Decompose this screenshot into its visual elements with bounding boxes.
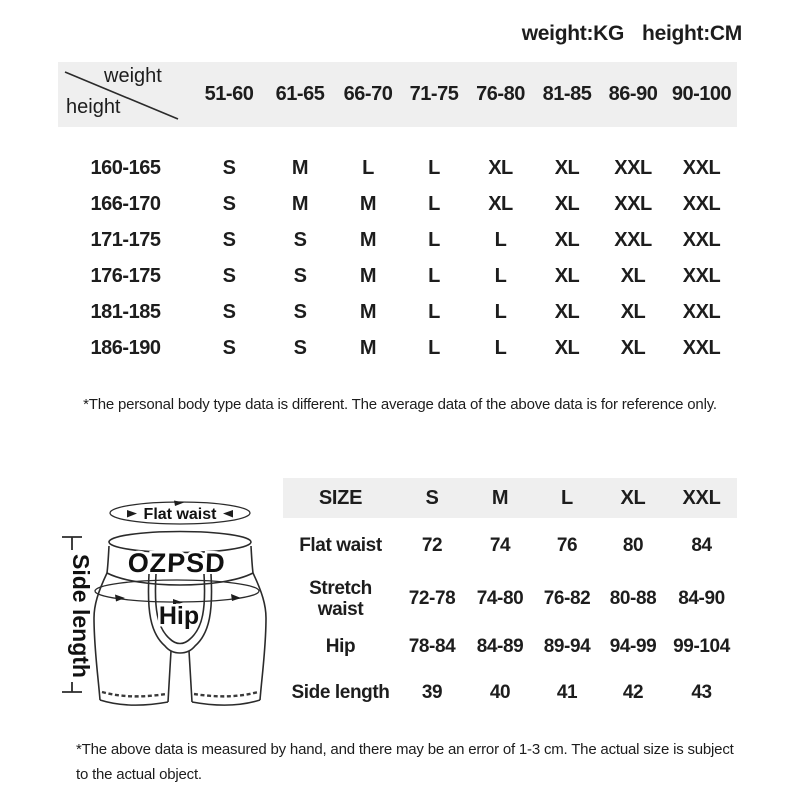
weight-unit-label: weight:KG [521,22,625,45]
table-row [58,294,737,330]
size-cell: M [359,192,377,215]
size-cell: M [359,264,377,287]
measure-value: 72-78 [408,588,456,609]
size-cell: XL [554,192,580,215]
weight-col-header: 86-90 [608,83,658,105]
left-leg-inner-edge [168,651,171,702]
measure-label: Stretch waist [309,578,372,620]
size-cell: XL [620,300,646,323]
height-unit-label: height:CM [642,22,742,45]
table-row [58,222,737,258]
weight-col-header: 76-80 [476,83,525,105]
corner-header-cell [58,62,193,127]
height-range-label: 166-170 [90,192,161,215]
measure-label: Hip [325,636,356,657]
table-row [58,258,737,294]
measure-value: 84-90 [678,588,725,609]
measure-value: 41 [556,682,578,703]
measure-value: 78-84 [408,636,456,657]
size-col-header: S [425,486,439,509]
size-cell: XXL [682,264,721,287]
size-cell: S [222,156,236,179]
size-cell: XL [488,156,513,179]
weight-col-header: 61-65 [275,83,325,105]
size-cell: XXL [682,336,721,359]
height-range-label: 186-190 [90,336,161,359]
measure-value: 40 [489,682,511,703]
measurement-header-row [283,478,737,518]
corner-weight-label: weight [104,65,162,87]
weight-col-header: 90-100 [671,83,732,105]
size-col-header: SIZE [318,486,363,509]
table-row [283,574,737,624]
weight-col-header: 81-85 [542,83,592,105]
measure-value: 89-94 [543,636,591,657]
size-cell: S [293,300,307,323]
size-cell: XL [554,336,580,359]
left-leg-hem [100,700,168,705]
height-weight-size-chart [58,62,737,366]
measure-label: Flat waist [299,535,382,556]
right-leg-hem [192,700,260,705]
size-col-header: XXL [682,486,721,509]
size-chart-header-row [58,62,737,127]
measure-value: 80-88 [609,588,657,609]
height-range-label: 181-185 [90,300,161,323]
size-cell: S [293,228,307,251]
size-cell: M [291,156,309,179]
size-cell: L [428,228,440,251]
table-row [283,624,737,670]
size-cell: XXL [614,192,652,215]
table-row [283,670,737,716]
size-cell: L [428,336,440,359]
size-cell: S [222,192,236,215]
size-cell: L [494,264,507,287]
size-cell: XL [488,192,513,215]
measure-value: 39 [421,682,443,703]
flat-waist-label: Flat waist [143,506,217,523]
size-cell: XL [620,264,646,287]
size-col-header: XL [620,486,646,509]
size-cell: XL [554,300,580,323]
size-cell: XXL [614,228,652,251]
size-cell: XXL [682,228,721,251]
size-cell: S [222,336,236,359]
size-cell: L [428,192,440,215]
right-hem-stitching [194,692,258,696]
size-cell: S [222,300,236,323]
right-leg-inner-edge [189,651,192,702]
size-cell: L [428,156,440,179]
side-length-label: Side length [68,554,94,678]
size-cell: S [293,336,307,359]
measure-value: 94-99 [609,636,657,657]
hip-label: Hip [158,602,200,630]
table-row [283,518,737,574]
measure-value: 84-89 [476,636,524,657]
garment-diagram [40,470,290,720]
size-col-header: M [491,486,509,509]
measure-value: 72 [421,535,443,556]
size-cell: M [359,336,377,359]
measure-value: 99-104 [673,636,730,657]
size-cell: XL [554,156,580,179]
hip-left-arrow-icon [115,595,125,602]
size-chart-note: *The personal body type data is different. The average data of the above data is for reference only. [83,396,717,413]
weight-col-header: 66-70 [343,83,393,105]
size-chart-body [58,150,737,366]
size-cell: M [359,228,377,251]
size-cell: L [362,156,374,179]
size-cell: XL [620,336,646,359]
size-cell: M [291,192,309,215]
left-hem-stitching [102,692,166,696]
measure-value: 76-82 [543,588,591,609]
hip-right-arrow-icon [231,594,241,601]
measure-value: 43 [691,682,712,703]
size-cell: XXL [682,156,721,179]
size-cell: L [494,228,507,251]
table-row [58,186,737,222]
table-row [58,330,737,366]
units-legend [522,22,742,46]
size-cell: XL [554,228,580,251]
size-cell: S [222,264,236,287]
weight-col-header: 71-75 [409,83,459,105]
size-cell: L [494,336,507,359]
measure-value: 76 [556,535,578,556]
measure-value: 80 [622,535,644,556]
size-cell: S [293,264,307,287]
size-cell: XL [554,264,580,287]
flat-waist-left-arrow-icon [127,510,137,518]
size-col-header: L [561,486,573,509]
measurement-table [283,478,737,716]
size-cell: L [428,300,440,323]
measure-value: 42 [622,682,644,703]
boxer-shorts-drawing [40,470,290,720]
measure-value: 74 [489,535,511,556]
height-range-label: 171-175 [90,228,161,251]
size-cell: XXL [682,192,721,215]
height-range-label: 160-165 [90,156,161,179]
measure-label: Side length [291,682,390,703]
measurement-note: *The above data is measured by hand, and there may be an error of 1-3 cm. The actual size is subject to the actual object. [76,741,734,783]
size-cell: XXL [682,300,721,323]
height-range-label: 176-175 [90,264,161,287]
measure-value: 84 [691,535,712,556]
weight-col-header: 51-60 [204,83,254,105]
flat-waist-right-arrow-icon [223,510,233,518]
size-cell: XXL [614,156,652,179]
size-cell: L [494,300,507,323]
size-cell: M [359,300,377,323]
table-row [58,150,737,186]
measure-value: 74-80 [476,588,524,609]
brand-logo: OZPSD [127,548,227,578]
body-right-edge [253,573,266,700]
size-cell: S [222,228,236,251]
corner-height-label: height [66,96,121,118]
size-cell: L [428,264,440,287]
